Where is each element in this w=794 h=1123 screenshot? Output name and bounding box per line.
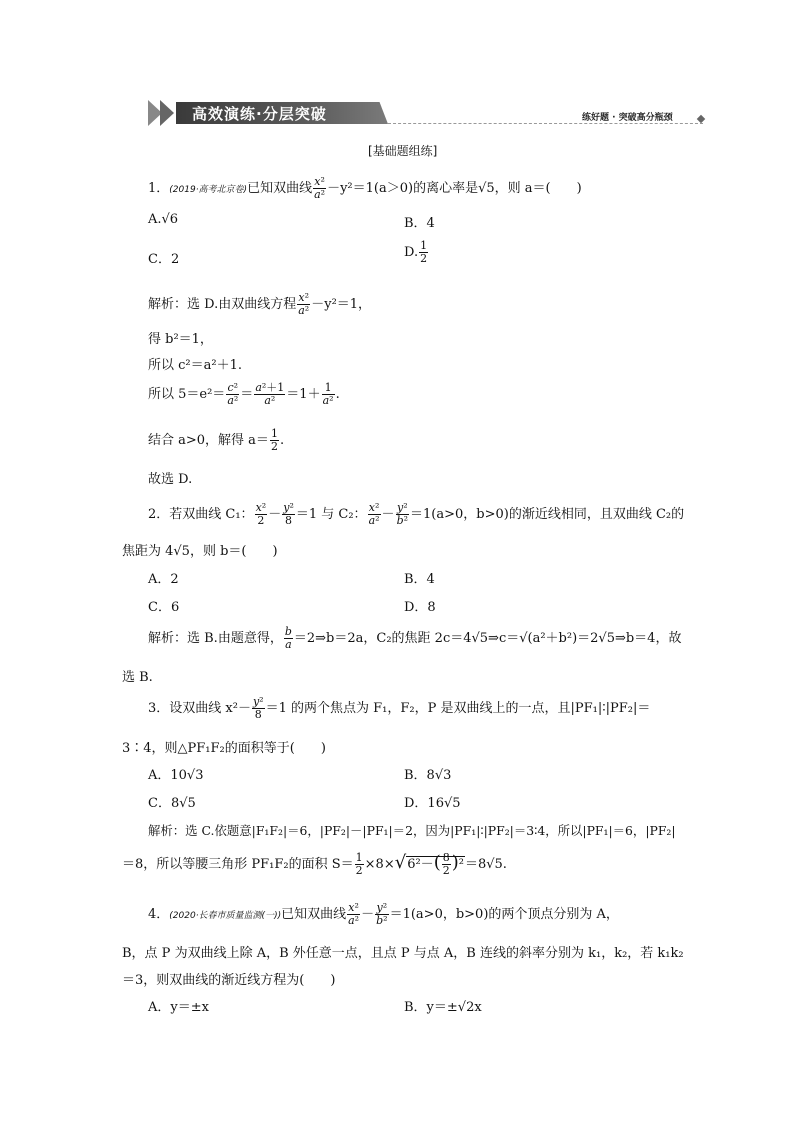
- q3-stem-line2: 3∶4，则△PF₁F₂的面积等于( ): [122, 741, 326, 756]
- q1-option-d: D. $\frac{1}{2}$: [404, 239, 428, 265]
- q3-stem-line1: 3．设双曲线 x²－ $\frac{\text{y²}}{8}$ ＝1 的两个焦点为 F₁，F₂，P 是双曲线上的一点，且|PF₁|∶|PF₂|＝: [148, 695, 651, 721]
- q2-solution-1: 解析：选 B.由题意得， $\frac{b}{a}$ ＝2⇒b＝2a，C₂的焦距 2c＝4√5⇒c＝√(a²＋b²)＝2√5⇒b＝4，故: [148, 625, 682, 651]
- q4-stem-line2: B，点 P 为双曲线上除 A，B 外任意一点，且点 P 与点 A，B 连线的斜率分别为 k₁，k₂，若 k₁k₂: [122, 946, 684, 961]
- q2-option-b: B．4: [404, 572, 435, 587]
- q1-option-c: C．2: [148, 252, 180, 267]
- q1-option-a: A.√6: [148, 212, 179, 227]
- q1-solution-4: 所以 5＝e²＝ $\frac{\text{c²}}{\text{a²}}$ ＝ $\frac{\text{a²＋1}}{\text{a²}}$ ＝1＋ $\frac{1}{\text{a²}}$ .: [148, 381, 340, 407]
- q1-solution-1: 解析：选 D.由双曲线方程 $\frac{\text{x²}}{\text{a²}}$ －y²＝1，: [148, 291, 372, 317]
- q2-stem-line1: 2．若双曲线 C₁： $\frac{\text{x²}}{2}$ － $\frac{\text{y²}}{8}$ ＝1 与 C₂： $\frac{\text{x²}}{\text{a²}}$ － $\frac{\text{y²}}{\text{b²}}$ ＝1(a>0，b>0)的渐近线相同，且双曲线 C₂的: [148, 501, 685, 527]
- q3-solution-1: 解析：选 C.依题意|F₁F₂|＝6，|PF₂|－|PF₁|＝2，因为|PF₁|∶|PF₂|＝3∶4，所以|PF₁|＝6，|PF₂|: [148, 823, 676, 838]
- chevron-icon: [160, 100, 174, 126]
- q4-stem-line3: ＝3，则双曲线的渐近线方程为( ): [122, 973, 336, 988]
- q4-option-a: A．y＝±x: [148, 1000, 209, 1015]
- q1-solution-2: 得 b²＝1，: [148, 332, 213, 347]
- q2-option-c: C．6: [148, 600, 180, 615]
- section-banner: [148, 100, 388, 127]
- q3-solution-2: ＝8，所以等腰三角形 PF₁F₂的面积 S＝ $\frac{1}{2}$ ×8×√6²－( $\frac{8}{2}$ )²＝8√5.: [122, 851, 507, 877]
- q4-option-b: B．y＝±√2x: [404, 1000, 482, 1015]
- section-title: [基础题组练]: [368, 144, 438, 158]
- q2-option-a: A．2: [148, 572, 179, 587]
- q2-option-d: D．8: [404, 600, 436, 615]
- header-divider: [388, 123, 703, 124]
- q1-option-b: B．4: [404, 216, 435, 231]
- q1-solution-6: 故选 D.: [148, 472, 193, 487]
- q3-option-a: A．10√3: [148, 768, 204, 783]
- q2-solution-2: 选 B.: [122, 670, 153, 685]
- q2-stem-line2: 焦距为 4√5，则 b＝( ): [122, 544, 278, 559]
- q3-option-d: D．16√5: [404, 796, 461, 811]
- banner-title: 高效演练·分层突破: [192, 105, 327, 123]
- diamond-icon: [697, 115, 705, 123]
- q3-option-c: C．8√5: [148, 796, 196, 811]
- q4-stem-line1: 4．(2020·长春市质量监测(一))已知双曲线 $\frac{\text{x²}}{\text{a²}}$ － $\frac{\text{y²}}{\text{b²}}$ ＝1(a>0，b>0)的两个顶点分别为 A，: [148, 901, 619, 927]
- q1-solution-5: 结合 a>0，解得 a＝ $\frac{1}{2}$ .: [148, 427, 285, 453]
- q3-option-b: B．8√3: [404, 768, 452, 783]
- header-tag: 练好题 · 突破高分瓶颈: [582, 113, 673, 123]
- q1-solution-3: 所以 c²＝a²＋1.: [148, 358, 242, 373]
- q1-stem: 1．(2019·高考北京卷)已知双曲线 $\frac{\text{x²}}{\text{a²}}$ －y²＝1(a＞0)的离心率是√5，则 a＝( ): [148, 175, 582, 201]
